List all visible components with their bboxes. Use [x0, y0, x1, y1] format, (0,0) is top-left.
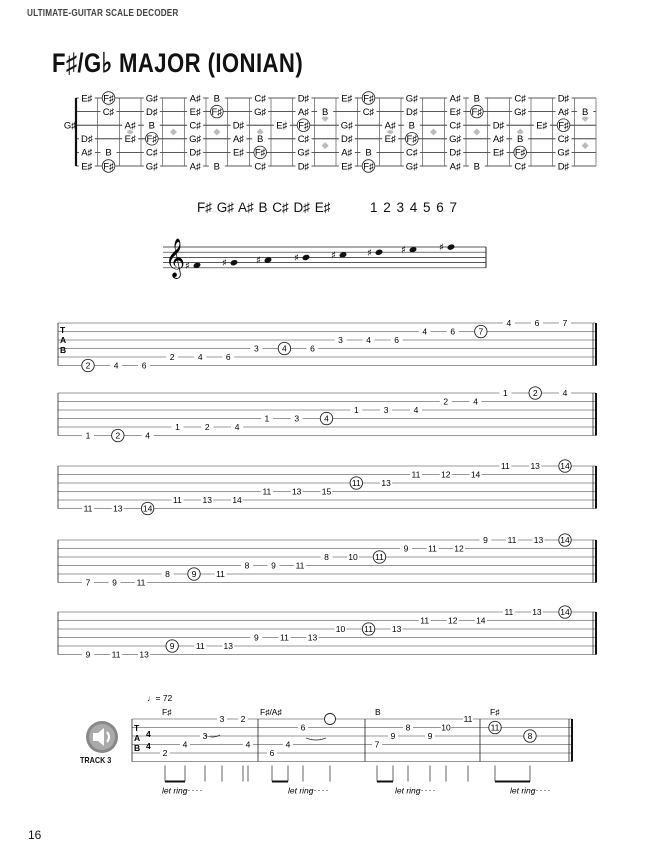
fretboard-note: G♯ [557, 147, 570, 159]
tab-fret-number: 1 [175, 422, 180, 432]
let-ring-label: let ring [510, 785, 536, 796]
tab-fret-number: 6 [225, 352, 231, 362]
fretboard-note: D♯ [232, 120, 245, 132]
tab-fret-number: 7 [478, 326, 484, 337]
chord-symbol: B [375, 707, 381, 717]
tab-fret-number: 9 [390, 731, 396, 741]
fretboard-note: C♯ [254, 161, 266, 173]
tab-fret-number: 9 [253, 632, 259, 643]
tab-fret-number: 7 [562, 318, 568, 328]
fretboard-note: A♯ [557, 106, 570, 118]
audio-track-icon[interactable] [84, 719, 120, 755]
fretboard-note: B [148, 120, 156, 132]
tie-arc [306, 738, 326, 740]
tab-fret-number: 4 [562, 388, 568, 398]
tab-fret-number: 13 [291, 486, 302, 497]
tab-fret-number: 11 [111, 649, 121, 660]
fretboard-note: E♯ [124, 134, 136, 146]
fretboard-note: C♯ [406, 147, 418, 159]
fretboard-note: E♯ [341, 93, 353, 105]
tab-fret-number: 14 [560, 535, 570, 545]
fretboard-note: E♯ [276, 120, 288, 132]
tab-fret-number: 13 [391, 624, 402, 634]
tab-fret-number: 4 [182, 739, 188, 750]
tab-fret-number: 4 [285, 739, 291, 750]
fretboard-note: C♯ [514, 93, 526, 105]
fretboard-note: F♯ [254, 147, 266, 159]
fretboard-note: E♯ [449, 106, 461, 118]
tab-fret-number: 9 [191, 569, 197, 579]
fretboard-note: F♯ [103, 93, 114, 105]
tab-fret-number: 11 [507, 535, 517, 545]
tab-fret-number: 9 [85, 649, 91, 660]
tab-fret-number: 8 [165, 569, 170, 579]
sharp-accidental: ♯ [185, 260, 190, 272]
tab-fret-number: 2 [169, 352, 175, 362]
tab-fret-number: 13 [139, 649, 149, 660]
tab-fret-number: 11 [504, 607, 514, 617]
fretboard-note: G♯ [145, 93, 158, 105]
fretboard-note: E♯ [81, 161, 93, 173]
tab-fret-number: 3 [294, 413, 300, 424]
tab-fret-number: 4 [145, 430, 150, 441]
fretboard-note: D♯ [557, 93, 570, 105]
fretboard-note: G♯ [449, 134, 462, 146]
tab-fret-number: 6 [450, 326, 456, 337]
page-header: ULTIMATE-GUITAR SCALE DECODER [27, 7, 179, 19]
fretboard-note: C♯ [146, 147, 158, 159]
tab-fret-number: 11 [463, 714, 473, 724]
track-label: TRACK 3 [80, 755, 112, 765]
fretboard-note: E♯ [384, 134, 396, 146]
tab-fret-number: 11 [428, 543, 437, 554]
fretboard-note: F♯ [146, 134, 158, 146]
tab-fret-number: 13 [113, 503, 123, 514]
chord-symbol: F♯ [162, 707, 172, 717]
tab-fret-number: 2 [115, 430, 121, 441]
tab-fret-number: 12 [454, 543, 464, 554]
tab-fret-number: 6 [310, 343, 315, 354]
tab-fret-number: 7 [374, 739, 380, 750]
let-ring-label: let ring [288, 785, 314, 796]
fretboard-note: E♯ [492, 147, 505, 159]
tab-fret-number: 6 [394, 335, 400, 345]
fretboard-note: A♯ [189, 161, 201, 173]
tab-fret-number: 4 [282, 343, 287, 354]
time-signature-bottom: 4 [146, 741, 151, 751]
fretboard-note: A♯ [449, 161, 461, 173]
fretboard-note: D♯ [341, 134, 353, 146]
tab-fret-number: 4 [197, 352, 203, 362]
fretboard-note: B [408, 120, 416, 132]
time-signature-top: 4 [146, 729, 151, 739]
sharp-accidental: ♯ [294, 253, 299, 264]
fretboard-note: F♯ [406, 134, 418, 146]
fretboard-note: B [473, 93, 481, 105]
tab-fret-number: 1 [503, 388, 508, 398]
tied-note-circle [325, 714, 336, 725]
tab-fret-number: 9 [112, 577, 117, 588]
fretboard-note: C♯ [189, 120, 201, 132]
tab-fret-number: 11 [500, 461, 510, 471]
tab-fret-number: 4 [473, 396, 478, 407]
tab-clef-letter: B [60, 345, 67, 355]
tab-fret-number: 13 [381, 478, 391, 488]
tab-fret-number: 4 [506, 318, 512, 328]
tab-fret-number: 13 [530, 461, 540, 471]
tab-fret-number: 11 [173, 495, 182, 505]
chord-symbol: F♯/A♯ [260, 707, 282, 717]
tab-clef-letter: A [134, 733, 141, 743]
fretboard-note: A♯ [81, 147, 93, 159]
fretboard-note: A♯ [341, 147, 353, 159]
let-ring-label: let ring [162, 785, 188, 796]
fretboard-note: D♯ [406, 106, 418, 118]
tab-fret-number: 13 [533, 535, 544, 545]
fretboard-note: F♯ [211, 106, 223, 118]
tab-fret-number: 11 [295, 560, 305, 571]
fretboard-note: A♯ [232, 134, 245, 146]
tab-fret-number: 4 [413, 405, 419, 415]
tab-fret-number: 14 [142, 503, 153, 514]
tab-fret-number: 9 [271, 560, 276, 571]
fretboard-note: G♯ [145, 161, 158, 173]
fretboard-note: B [473, 161, 481, 173]
fretboard-note: B [213, 93, 221, 105]
tab-fret-number: 14 [470, 469, 481, 480]
tab-fret-number: 1 [264, 413, 270, 424]
tab-fret-number: 14 [476, 615, 486, 626]
sharp-accidental: ♯ [439, 242, 444, 254]
tab-fret-number: 11 [262, 486, 272, 497]
let-ring-label: let ring [395, 785, 421, 796]
tab-fret-number: 13 [307, 632, 318, 643]
tab-fret-number: 11 [136, 577, 146, 588]
chord-symbol: F♯ [490, 707, 500, 717]
tab-fret-number: 6 [269, 748, 275, 758]
fretboard-note: D♯ [557, 161, 570, 173]
fretboard-note: C♯ [254, 93, 266, 105]
fretboard-note: A♯ [297, 106, 310, 118]
tab-fret-number: 4 [324, 413, 329, 424]
fretboard-note: E♯ [341, 161, 353, 173]
page-number: 16 [28, 828, 42, 842]
tab-fret-number: 2 [240, 714, 246, 724]
tab-clef-letter: A [60, 335, 67, 345]
fretboard-note: C♯ [102, 106, 115, 118]
tab-fret-number: 2 [532, 388, 538, 398]
tab-fret-number: 14 [560, 607, 570, 617]
tab-fret-number: 6 [534, 318, 540, 328]
fretboard-note: C♯ [449, 120, 461, 132]
sharp-accidental: ♯ [256, 255, 261, 267]
tab-fret-number: 14 [232, 495, 242, 505]
fretboard-note: C♯ [297, 134, 310, 146]
fretboard-note: B [516, 134, 524, 146]
tab-fret-number: 8 [324, 552, 329, 562]
tab-fret-number: 7 [85, 577, 91, 588]
tab-fret-number: 9 [403, 543, 409, 554]
tab-fret-number: 11 [411, 469, 421, 480]
fretboard-note: F♯ [298, 120, 309, 132]
fretboard-note: D♯ [81, 134, 93, 146]
tab-fret-number: 3 [202, 731, 208, 741]
fretboard-note: G♯ [254, 106, 267, 118]
fretboard-note: G♯ [514, 106, 527, 118]
tab-fret-number: 2 [443, 396, 449, 407]
fretboard-note: C♯ [362, 106, 375, 118]
tab-fret-number: 4 [234, 422, 240, 432]
tab-fret-number: 6 [141, 360, 147, 371]
tab-fret-number: 13 [223, 641, 234, 651]
fretboard-note: F♯ [471, 106, 483, 118]
fretboard-note: D♯ [189, 147, 201, 159]
fretboard-note: F♯ [558, 120, 569, 132]
tab-fret-number: 2 [204, 422, 210, 432]
fretboard-note: D♯ [492, 120, 505, 132]
tab-fret-number: 10 [441, 722, 451, 733]
fretboard-note: G♯ [189, 134, 202, 146]
fretboard-note: D♯ [297, 93, 310, 105]
fretboard-note: G♯ [405, 93, 418, 105]
tab-fret-number: 8 [405, 722, 411, 733]
fretboard-note: A♯ [492, 134, 505, 146]
tab-fret-number: 11 [375, 552, 384, 562]
fretboard-note: D♯ [146, 106, 158, 118]
tab-clef-letter: T [134, 723, 140, 733]
tab-fret-number: 4 [366, 335, 371, 345]
tab-fret-number: 1 [353, 405, 359, 415]
fretboard-note: A♯ [189, 93, 201, 105]
tab-fret-number: 11 [420, 615, 430, 626]
tab-fret-number: 2 [162, 748, 168, 758]
tab-fret-number: 3 [338, 335, 343, 345]
tab-fret-number: 13 [532, 607, 542, 617]
fretboard-note: B [213, 161, 221, 173]
tab-fret-number: 4 [113, 360, 119, 371]
tab-fret-number: 11 [83, 503, 93, 514]
tab-fret-number: 11 [490, 722, 500, 733]
fretboard-note: A♯ [449, 93, 461, 105]
tab-fret-number: 10 [348, 552, 358, 562]
tab-fret-number: 15 [321, 486, 332, 497]
fretboard-note: C♯ [514, 161, 526, 173]
treble-clef: 𝄞 [165, 238, 186, 278]
scale-degrees: 1 2 3 4 5 6 7 [370, 200, 458, 215]
tab-fret-number: 11 [195, 641, 205, 651]
sharp-accidental: ♯ [367, 247, 372, 259]
tempo-marking: ♩= 72 [147, 693, 173, 703]
tab-fret-number: 9 [169, 641, 175, 651]
fretboard-note: B [256, 134, 264, 146]
scale-notes: F♯ G♯ A♯ B C♯ D♯ E♯ [197, 200, 331, 215]
tab-fret-number: 3 [219, 714, 225, 724]
tab-fret-number: 12 [441, 469, 451, 480]
fretboard-note: B [365, 147, 372, 159]
tab-fret-number: 9 [483, 535, 488, 545]
tab-clef-letter: B [134, 743, 141, 753]
tab-fret-number: 11 [351, 478, 361, 488]
tab-fret-number: 10 [335, 624, 346, 634]
fretboard-note: B [321, 106, 329, 118]
tab-fret-number: 3 [253, 343, 259, 354]
fretboard-note: G♯ [297, 147, 310, 159]
tab-fret-number: 11 [279, 632, 289, 643]
tab-fret-number: 13 [202, 495, 212, 505]
fretboard-note: F♯ [363, 161, 374, 173]
page-title: F♯/G♭ MAJOR (IONIAN) [52, 48, 304, 78]
tab-fret-number: 1 [85, 430, 91, 441]
fretboard-note: D♯ [449, 147, 461, 159]
fretboard-note: G♯ [340, 120, 353, 132]
fretboard-note: E♯ [536, 120, 548, 132]
fretboard-note: E♯ [232, 147, 245, 159]
fretboard-note: A♯ [384, 120, 396, 132]
tab-fret-number: 3 [383, 405, 389, 415]
sharp-accidental: ♯ [401, 245, 406, 257]
sharp-accidental: ♯ [331, 250, 336, 262]
fretboard-note: E♯ [81, 93, 93, 105]
fretboard-note: E♯ [189, 106, 201, 118]
fretboard-note: C♯ [557, 134, 570, 146]
tab-fret-number: 8 [244, 560, 250, 571]
tab-fret-number: 8 [527, 731, 533, 741]
tab-fret-number: 11 [216, 569, 225, 579]
fretboard-note: G♯ [63, 120, 77, 132]
fretboard-note: D♯ [297, 161, 310, 173]
fretboard-note: G♯ [405, 161, 418, 173]
tab-fret-number: 4 [245, 739, 251, 750]
tab-clef-letter: T [60, 325, 66, 335]
tab-fret-number: 6 [300, 722, 306, 733]
fretboard-note: F♯ [514, 147, 526, 159]
tab-fret-number: 4 [422, 326, 428, 337]
fretboard-note: B [105, 147, 112, 159]
fretboard-note: F♯ [363, 93, 374, 105]
tab-fret-number: 11 [364, 624, 374, 634]
sharp-accidental: ♯ [222, 258, 227, 270]
fretboard-note: F♯ [103, 161, 114, 173]
tab-fret-number: 12 [448, 615, 458, 626]
tab-fret-number: 2 [85, 360, 91, 371]
fretboard-note: B [581, 106, 589, 118]
tab-fret-number: 9 [427, 731, 433, 741]
tab-fret-number: 14 [560, 461, 570, 471]
fretboard-note: A♯ [124, 120, 136, 132]
